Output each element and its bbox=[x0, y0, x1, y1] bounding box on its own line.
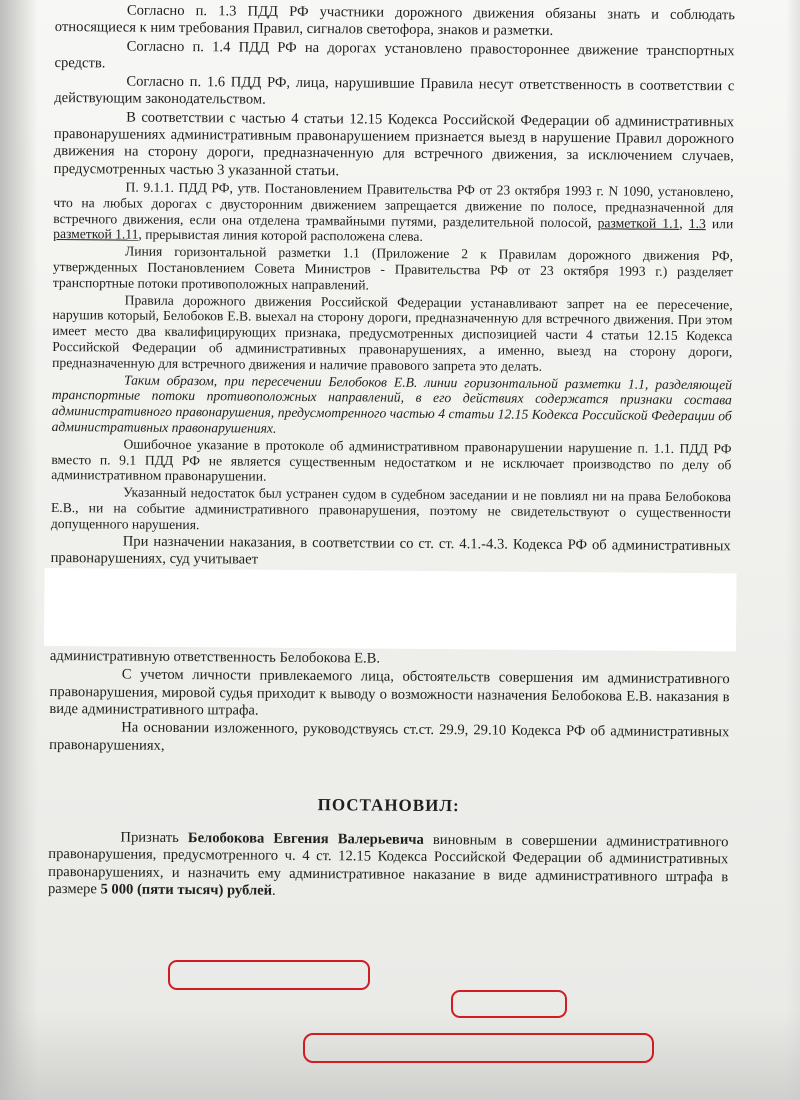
scan-shadow-left bbox=[0, 0, 38, 1100]
defendant-patronymic: Валерьевича bbox=[328, 831, 424, 849]
document-body bbox=[48, 2, 735, 905]
paragraph-8: Таким образом, при пересечении Белобоков Е.В. линии горизонтальной разметки 1.1, разделяющей транспортные потоки противоположных направлений, в его действиях содержатся признаки состава административного правонарушения, предусмотренного частью 4 статьи 12.15 Кодекса Российской Федерации об административных правонарушениях. bbox=[51, 372, 733, 436]
paragraph-3: Согласно п. 1.6 ПДД РФ, лица, нарушившие Правила несут ответственность в соответствии с действующим законодательством. bbox=[54, 73, 735, 109]
highlight-defendant-name bbox=[168, 960, 370, 990]
link-marking-1-3[interactable]: 1.3 bbox=[688, 215, 706, 231]
separator: , bbox=[679, 215, 689, 231]
verdict-end: . bbox=[272, 882, 276, 899]
paragraph-5 bbox=[53, 179, 733, 248]
highlight-fine-amount bbox=[303, 1033, 654, 1063]
paragraph-2: Согласно п. 1.4 ПДД РФ на дорогах установлено правостороннее движение транспортных средств. bbox=[54, 38, 735, 72]
paragraph-9: Ошибочное указание в протоколе об административном правонарушении нарушение п. 1.1. ПДД РФ вместо п. 9.1 ПДД РФ не является существенным недостатком и не исключает производство по делу об административном правонарушении. bbox=[51, 436, 732, 484]
verdict-paragraph bbox=[48, 829, 729, 904]
fine-amount: 5 000 (пяти тысяч) рублей bbox=[100, 881, 273, 899]
fine-text: штрафа в размере bbox=[47, 868, 729, 898]
paragraph-4: В соответствии с частью 4 статьи 12.15 Кодекса Российской Федерации об административных правонарушениях административным правонарушением признается выезд в нарушение Правил дорожного движения на сторону дороги, предназначенную для встречного движения, за исключением случаев, предусмотренных частью 3 указанной статьи. bbox=[53, 109, 735, 179]
scan-shadow-right bbox=[786, 0, 800, 1100]
paragraph-5-end: , прерывистая линия которой расположена слева. bbox=[138, 227, 423, 245]
paragraph-12: С учетом личности привлекаемого лица, обстоятельств совершения им административного правонарушения, мировой судья приходит к выводу о возможности назначения Белобокова Е.В. наказания в виде административного штрафа. bbox=[49, 666, 730, 719]
verdict-text-3: Кодекса Российской Федерации об административных правонарушениях, и назначить ему административное наказание в виде административного bbox=[48, 848, 729, 885]
link-marking-1-1[interactable]: разметкой 1.1 bbox=[597, 214, 680, 231]
ruling-heading: ПОСТАНОВИЛ: bbox=[317, 794, 460, 816]
paragraph-5-start: П. 9.1.1. ПДД РФ, утв. Постановлением Правительства РФ от 23 октября 1993 г. N 1090, установлено, что на любых дорогах с двусторонним движением запрещается движение по полосе, предназначенной для встречного движения, если она отделена трамвайными путями, разделительной полосой, bbox=[53, 179, 734, 230]
defendant-name: Белобокова Евгения bbox=[187, 830, 329, 848]
redacted-block bbox=[44, 568, 737, 651]
link-marking-1-11[interactable]: разметкой 1.11 bbox=[53, 226, 139, 243]
paragraph-1: Согласно п. 1.3 ПДД РФ участники дорожного движения обязаны знать и соблюдать относящиеся к ним требования Правил, сигналов светофора, знаков и разметки. bbox=[54, 2, 735, 40]
verdict-text-2: виновным в совершении административного правонарушения, предусмотренного bbox=[48, 832, 729, 865]
paragraph-11-tail: административную ответственность Белобокова Е.В. bbox=[49, 648, 381, 667]
separator-or: или bbox=[705, 215, 734, 231]
paragraph-13: На основании изложенного, руководствуясь ст.ст. 29.9, 29.10 Кодекса РФ об административных правонарушениях, bbox=[49, 719, 730, 754]
article-reference: ч. 4 ст. 12.15 bbox=[284, 848, 372, 865]
paragraph-7: Правила дорожного движения Российской Федерации устанавливают запрет на ее пересечение, нарушив который, Белобоков Е.В. выехал на сторону дороги, предназначенную для встречного движения. При этом имеет место два квалифицирующих признака, предусмотренных диспозицией части 4 статьи 12.15 Кодекса Российской Федерации об административных правонарушениях, а именно, выезд на сторону дороги, предназначенную для встречного движения и наличие правового запрета это делать. bbox=[52, 292, 733, 374]
paragraph-10: Указанный недостаток был устранен судом в судебном заседании и не повлиял ни на права Белобокова Е.В., ни на событие административного правонарушения, поэтому не свидетельствуют о существенности допущенного нарушения. bbox=[50, 484, 732, 532]
highlight-article bbox=[451, 990, 567, 1018]
verdict-text-1: Признать bbox=[120, 829, 189, 847]
paragraph-6: Линия горизонтальной разметки 1.1 (Приложение 2 к Правилам дорожного движения РФ, утвержденных Постановлением Совета Министров - Правительства РФ от 23 октября 1993 г.) разделяет транспортные потоки противоположных направлений. bbox=[52, 243, 734, 293]
paragraph-11: При назначении наказания, в соответствии со ст. ст. 4.1.-4.3. Кодекса РФ об административных правонарушениях, суд учитывает bbox=[50, 533, 731, 568]
